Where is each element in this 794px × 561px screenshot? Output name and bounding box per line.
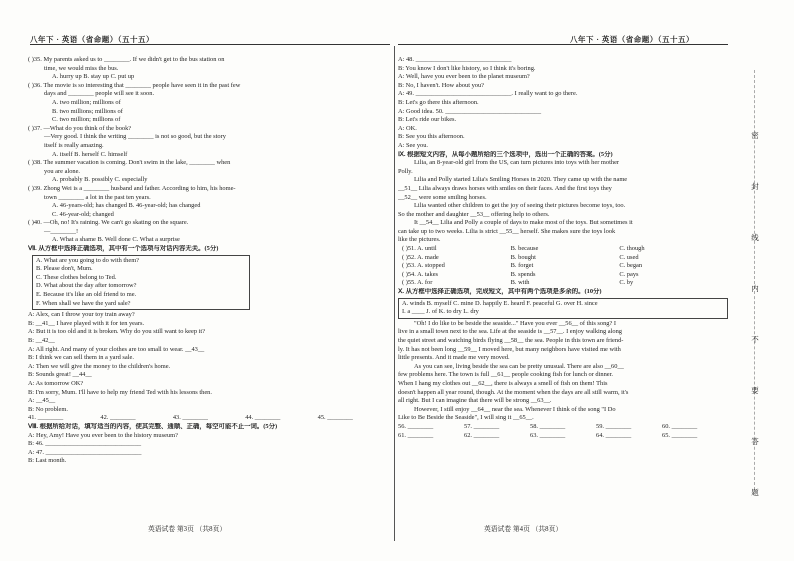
- dialog-line: B: No problem.: [28, 405, 68, 413]
- binding-mark: 封: [751, 182, 759, 191]
- section-title: Ⅶ. 从方框中选择正确选项，其中有一个选项与对话内容无关。(5分): [28, 245, 219, 253]
- option-choice: C. pays: [619, 270, 639, 278]
- dialog-line: B: You know I don't like history, so I think it's boring.: [398, 64, 536, 72]
- passage-line: Polly.: [398, 167, 413, 175]
- dialog-line: B: I'm sorry, Mum. I'll have to help my friend Ted with his lessons then.: [28, 388, 212, 396]
- question-line: C. two million; millions of: [52, 116, 121, 124]
- answer-blanks: [398, 432, 728, 441]
- binding-mark: 线: [751, 233, 759, 242]
- option-row: [398, 262, 728, 271]
- option-choice: B. bought: [510, 253, 536, 261]
- answer-blank: 59. ________: [596, 422, 632, 430]
- page-3: [28, 0, 390, 561]
- option-choice: B. forget: [510, 262, 534, 270]
- question-line: days and ________ people will see it soon.: [44, 90, 155, 98]
- header-right: 八年下 · 英语（省命题）（五十五）: [570, 35, 695, 44]
- passage-line: ly. It has not been long __59__ I moved here, but many neighbors have visited me with: [398, 345, 621, 353]
- passage-line: Lilia, an 8-year-old girl from the US, can turn pictures into toys with her mother: [414, 159, 620, 167]
- word-box: [398, 298, 728, 319]
- option-line: C. These clothes belong to Ted.: [36, 273, 117, 281]
- question-line: ( )40. —Oh, no! It's raining. We can't go skating on the square.: [28, 219, 189, 227]
- question-line: A. itself B. herself C. himself: [52, 150, 128, 158]
- question-line: —________!: [44, 227, 79, 235]
- dialog-line: B: __42__: [28, 337, 55, 344]
- answer-blank: 56. ________: [398, 422, 434, 430]
- section-title: Ⅷ. 根据所给对话，填写适当的内容，使其完整、通顺、正确，每空可能不止一词。(5分): [28, 422, 278, 430]
- passage-line: __51__ Lilia always draws horses with smiles on their faces. And the first toys they: [398, 184, 612, 192]
- option-line: D. What about the day after tomorrow?: [36, 282, 137, 290]
- answer-blank: 65. ________: [662, 431, 698, 439]
- dialog-line: A: Good idea. 50. ______________________________: [398, 107, 542, 115]
- binding-mark: 答: [751, 437, 759, 446]
- question-line: A. 46-years-old; has changed B. 46-year-old; has changed: [52, 202, 201, 210]
- question-line: A. two million; millions of: [52, 98, 121, 106]
- option-choice: B. spends: [510, 270, 536, 278]
- answer-blank: 61. ________: [398, 431, 434, 439]
- question-line: A. What a shame B. Well done C. What a surprise: [52, 236, 180, 244]
- dialog-line: A: OK.: [398, 124, 417, 132]
- passage-line: __52__ were some smiling horses.: [398, 193, 487, 201]
- option-row: [398, 254, 728, 263]
- passage-line: few problems here. The town is full __61__ people cooking fish for lunch or dinner.: [398, 371, 613, 379]
- answer-blank: 43. ________: [172, 414, 208, 422]
- option-choice: C. used: [619, 253, 639, 261]
- option-line: F. When shall we have the yard sale?: [36, 299, 131, 307]
- page-3-footer: 英语试卷 第3页 （共8页）: [148, 526, 227, 533]
- option-row: [398, 279, 728, 288]
- answer-blank: 58. ________: [530, 422, 566, 430]
- option-choice: ( )54. A. takes: [402, 270, 439, 278]
- option-line: A. What are you going to do with them?: [36, 256, 139, 264]
- dialog-line: A: 47. ______________________________: [28, 448, 142, 456]
- answer-blank: 41. ________: [28, 414, 64, 422]
- page-4-content: [398, 56, 728, 440]
- passage-line: As you can see, living beside the sea can be pretty unusual. There are also __60__: [414, 362, 624, 370]
- dialog-line: A: 49. ______________________________. I really want to go there.: [398, 90, 578, 98]
- passage-line: So the mother and daughter __53__ offering help to others.: [398, 210, 550, 218]
- option-choice: C. though: [619, 245, 645, 253]
- passage-line: It __54__ Lilia and Polly a couple of days to make most of the toys. But sometimes it: [414, 219, 633, 227]
- passage-line: little presents. And it made me very moved.: [398, 354, 510, 362]
- question-line: ( )38. The summer vacation is coming. Don't swim in the lake, ________ when: [28, 159, 231, 167]
- binding-mark: 密: [751, 131, 759, 140]
- page-4-footer: 英语试卷 第4页 （共8页）: [484, 526, 563, 533]
- answer-blanks: [28, 414, 390, 423]
- question-line: time, we would miss the bus.: [44, 64, 119, 72]
- passage-line: live in a small town next to the sea. Life at the seaside is __57__. I enjoy walking along: [398, 328, 622, 336]
- page-3-content: [28, 56, 390, 466]
- option-choice: B. with: [510, 279, 530, 287]
- option-row: [398, 271, 728, 280]
- question-line: town ________ a lot in the past ten years.: [44, 193, 151, 201]
- answer-blank: 44. ________: [245, 414, 281, 422]
- question-line: A. hurry up B. stay up C. put up: [52, 73, 135, 81]
- option-line: B. Please don't, Mum.: [36, 265, 93, 273]
- section-title: Ⅸ. 根据短文内容，从每小题所给的三个选项中，选出一个正确的答案。(5分): [398, 150, 613, 158]
- dialog-line: B: Sounds great! __44__: [28, 371, 92, 379]
- binding-mark: 内: [751, 284, 759, 293]
- passage-line: Lilia and Polly started Lilia's Smiling Horses in 2020. They came up with the name: [414, 176, 628, 184]
- passage-line: Like to Be Beside the Seaside", I will sing it __65__.: [398, 414, 534, 422]
- question-line: C. 46-year-old; changed: [52, 210, 114, 218]
- answer-blanks: [398, 423, 728, 432]
- dialog-line: B: Let's go there this afternoon.: [398, 98, 479, 106]
- dialog-line: B: No, I haven't. How about you?: [398, 81, 484, 89]
- answer-blank: 62. ________: [464, 431, 500, 439]
- question-line: A. probably B. possibly C. especially: [52, 176, 148, 184]
- option-choice: ( )52. A. made: [402, 253, 439, 261]
- binding-mark: 题: [751, 488, 759, 497]
- dialog-line: A: Then we will give the money to the children's home.: [28, 362, 171, 370]
- answer-blank: 57. ________: [464, 422, 500, 430]
- word-box-line: A. winds B. myself C. mine D. happily E. heard F. peaceful G. over H. since: [402, 299, 598, 307]
- section-title: Ⅹ. 从方框中选择正确选项，完成短文，其中有两个选项是多余的。(10分): [398, 288, 602, 296]
- passage-line: "Oh! I do like to be beside the seaside..." Have you ever __56__ of this song? I: [414, 319, 617, 327]
- dialog-line: B: Last month.: [28, 457, 67, 465]
- dialog-line: A: But it is too old and it is broken. Why do you still want to keep it?: [28, 328, 206, 336]
- question-line: ( )39. Zhong Wei is a ________ husband and father. According to him, his home-: [28, 184, 236, 192]
- passage-line: doesn't happen all year round, though. At the moment when the days are all still warm, it's: [398, 388, 629, 396]
- option-choice: ( )53. A. stopped: [402, 262, 445, 270]
- binding-mark: 要: [751, 386, 759, 395]
- binding-margin: [748, 130, 762, 538]
- option-line: E. Because it's like an old friend to me.: [36, 291, 137, 299]
- answer-blank: 45. ________: [317, 414, 353, 422]
- dialog-line: A: 48. ______________________________: [398, 56, 512, 63]
- passage-line: When I hang my clothes out __62__, there is always a smell of fish on them! This: [398, 379, 608, 387]
- question-line: ( )36. The movie is so interesting that ________ people have seen it in the past few: [28, 81, 241, 89]
- dialog-line: B: Let's ride our bikes.: [398, 116, 457, 124]
- dialog-line: B: I think we can sell them in a yard sale.: [28, 354, 134, 362]
- option-row: [398, 245, 728, 254]
- question-line: ( )35. My parents asked us to ________. If we didn't get to the bus station on: [28, 56, 225, 63]
- question-line: ( )37. —What do you think of the book?: [28, 124, 132, 132]
- dialog-line: A: Alex, can I throw your toy train away?: [28, 311, 135, 319]
- option-choice: ( )55. A. for: [402, 279, 433, 287]
- dialog-line: A: As tomorrow OK?: [28, 379, 84, 387]
- dialog-line: B: __41__ I have played with it for ten years.: [28, 319, 145, 327]
- answer-blank: 63. ________: [530, 431, 566, 439]
- option-choice: C. began: [619, 262, 643, 270]
- answer-blank: 42. ________: [100, 414, 136, 422]
- binding-mark: 不: [751, 335, 759, 344]
- option-choice: C. by: [619, 279, 634, 287]
- answer-blank: 60. ________: [662, 422, 698, 430]
- page-4: [398, 0, 728, 561]
- option-choice: B. because: [510, 245, 539, 253]
- word-box-line: I. a ____ J. of K. to dry L. dry: [402, 308, 479, 316]
- passage-line: all right. But I can imagine that there will be strong __63__.: [398, 397, 552, 405]
- question-line: B. two millions; millions of: [52, 107, 123, 115]
- dialog-line: A: Well, have you ever been to the planet museum?: [398, 73, 530, 81]
- dialog-line: A: See you.: [398, 141, 428, 149]
- dialog-line: B: 46. ______________________________: [28, 440, 142, 448]
- passage-line: However, I still enjoy __64__ near the sea. Whenever I think of the song "I Do: [414, 405, 616, 413]
- answer-blank: 64. ________: [596, 431, 632, 439]
- header-left: 八年下 · 英语（省命题）（五十五）: [30, 35, 155, 44]
- passage-line: Lilia wanted other children to get the joy of seeing their pictures become toys, too.: [414, 202, 626, 210]
- dialog-line: A: All right. And many of your clothes are too small to wear. __43__: [28, 345, 205, 353]
- dialog-line: A: Hey, Amy! Have you ever been to the history museum?: [28, 431, 178, 439]
- question-line: itself is really amazing.: [44, 141, 104, 149]
- question-line: you are alone.: [44, 167, 81, 175]
- page-divider: [394, 46, 395, 541]
- question-line: —Very good. I think the writing ________ is not so good, but the story: [44, 133, 226, 141]
- option-choice: ( )51. A. until: [402, 245, 437, 253]
- passage-line: the quiet street and watching birds flying __58__ the sea. People in this town are friend-: [398, 337, 624, 344]
- option-box: [32, 255, 250, 311]
- dialog-line: B: See you this afternoon.: [398, 133, 465, 141]
- passage-line: can take up to two weeks. Lilia is strict __55__ herself. She makes sure the toys look: [398, 227, 616, 235]
- passage-line: like the pictures.: [398, 236, 441, 244]
- dialog-line: A: __45__: [28, 397, 56, 405]
